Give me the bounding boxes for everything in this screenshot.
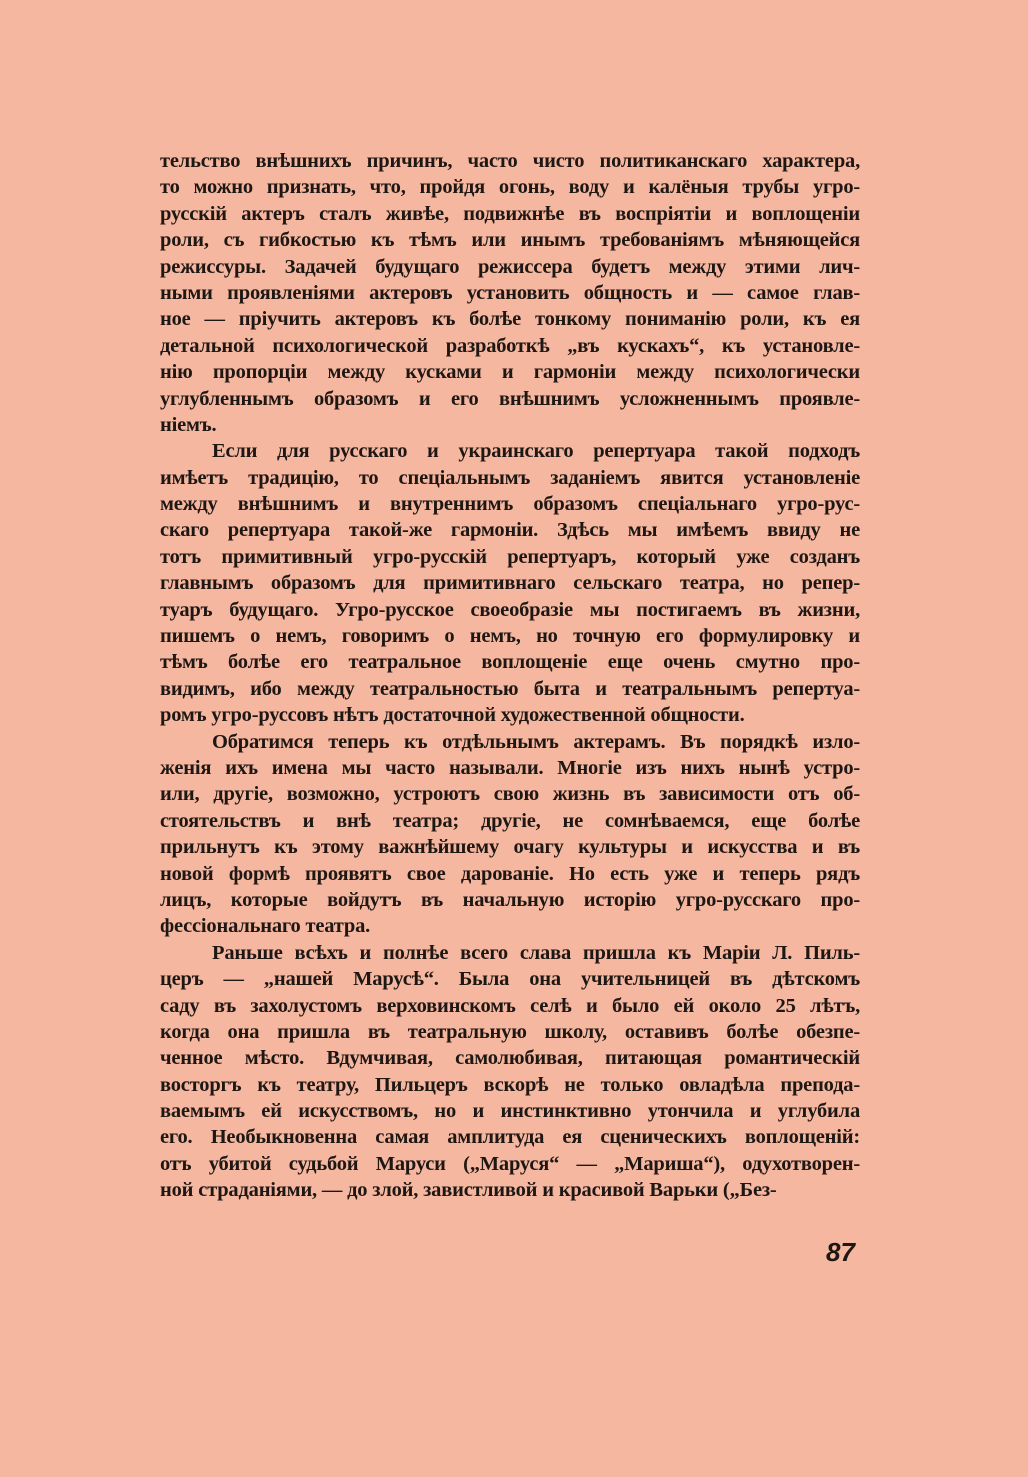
text-line: главнымъ образомъ для примитивнаго сельскаго театра, но репер- xyxy=(160,572,860,595)
text-line: русскій актеръ сталъ живѣе, подвижнѣе въ воспріятіи и воплощеніи xyxy=(160,202,860,225)
text-line: ромъ угро-руссовъ нѣтъ достаточной художественной общности. xyxy=(160,704,745,727)
text-line: туаръ будущаго. Угро-русское своеобразіе мы постигаемъ въ жизни, xyxy=(160,598,860,621)
text-line: ніемъ. xyxy=(160,413,217,436)
text-line: саду въ захолустомъ верховинскомъ селѣ и было ей около 25 лѣтъ, xyxy=(160,994,860,1017)
text-line: видимъ, ибо между театральностью быта и театральнымъ репертуа- xyxy=(160,677,860,700)
text-line: тотъ примитивный угро-русскій репертуаръ, который уже созданъ xyxy=(160,545,860,568)
text-line: между внѣшнимъ и внутреннимъ образомъ спеціальнаго угро-рус- xyxy=(160,493,860,516)
text-line: ной страданіями, — до злой, завистливой и красивой Варьки („Без- xyxy=(160,1179,777,1202)
text-line: лицъ, которые войдутъ въ начальную исторію угро-русскаго про- xyxy=(160,888,860,911)
text-line: режиссуры. Задачей будущаго режиссера будетъ между этими лич- xyxy=(160,255,860,278)
paragraph xyxy=(160,438,860,728)
text-line: фессіональнаго театра. xyxy=(160,915,371,938)
text-line: ными проявленіями актеровъ установить общность и — самое глав- xyxy=(160,281,860,304)
text-line: Обратимся теперь къ отдѣльнымъ актерамъ. Въ порядкѣ изло- xyxy=(212,730,860,753)
text-line: нію пропорціи между кусками и гармоніи между психологически xyxy=(160,361,860,384)
text-line: тѣмъ болѣе его театральное воплощеніе еще очень смутно про- xyxy=(160,651,860,674)
text-line: его. Необыкновенна самая амплитуда ея сценическихъ воплощеній: xyxy=(160,1126,860,1149)
text-line: новой формѣ проявятъ свое дарованіе. Но есть уже и теперь рядъ xyxy=(160,862,860,885)
text-line: когда она пришла въ театральную школу, оставивъ болѣе обезпе- xyxy=(160,1020,860,1043)
text-line: прильнутъ къ этому важнѣйшему очагу культуры и искусства и въ xyxy=(160,836,860,859)
text-line: имѣетъ традицію, то спеціальнымъ заданіемъ явится установленіе xyxy=(160,466,860,489)
text-line: роли, съ гибкостью къ тѣмъ или инымъ требованіямъ мѣняющейся xyxy=(160,229,860,252)
text-line: скаго репертуара такой-же гармоніи. Здѣсь мы имѣемъ ввиду не xyxy=(160,519,860,542)
text-line: восторгъ къ театру, Пильцеръ вскорѣ не только овладѣла препода- xyxy=(160,1073,860,1096)
text-line: пишемъ о немъ, говоримъ о немъ, но точную его формулировку и xyxy=(160,625,860,648)
paragraph xyxy=(160,940,860,1204)
text-line: Раньше всѣхъ и полнѣе всего слава пришла къ Маріи Л. Пиль- xyxy=(212,941,860,964)
text-line: ное — пріучить актеровъ къ болѣе тонкому пониманію роли, къ ея xyxy=(160,308,860,331)
text-line: ваемымъ ей искусствомъ, но и инстинктивно утончила и углубила xyxy=(160,1100,860,1123)
text-line: Если для русскаго и украинскаго репертуара такой подходъ xyxy=(212,440,860,463)
page-number: 87 xyxy=(826,1237,855,1267)
page-body-text xyxy=(160,148,860,1204)
text-line: или, другіе, возможно, устроютъ свою жизнь въ зависимости отъ об- xyxy=(160,783,860,806)
text-line: тельство внѣшнихъ причинъ, часто чисто политиканскаго характера, xyxy=(160,150,860,172)
text-line: углубленнымъ образомъ и его внѣшнимъ усложненнымъ проявле- xyxy=(160,387,860,410)
paragraph xyxy=(160,148,860,438)
text-line: церъ — „нашей Марусѣ“. Была она учительницей въ дѣтскомъ xyxy=(160,968,860,991)
text-line: ченное мѣсто. Вдумчивая, самолюбивая, питающая романтическій xyxy=(160,1047,860,1070)
text-line: то можно признать, что, пройдя огонь, воду и калёныя трубы угро- xyxy=(160,176,860,199)
text-line: детальной психологической разработкѣ „въ кускахъ“, къ установле- xyxy=(160,334,860,357)
paragraph xyxy=(160,729,860,940)
text-line: отъ убитой судьбой Маруси („Маруся“ — „Мариша“), одухотворен- xyxy=(160,1152,860,1175)
text-line: стоятельствъ и внѣ театра; другіе, не сомнѣваемся, еще болѣе xyxy=(160,809,860,832)
text-line: женія ихъ имена мы часто называли. Многіе изъ нихъ нынѣ устро- xyxy=(160,756,860,779)
